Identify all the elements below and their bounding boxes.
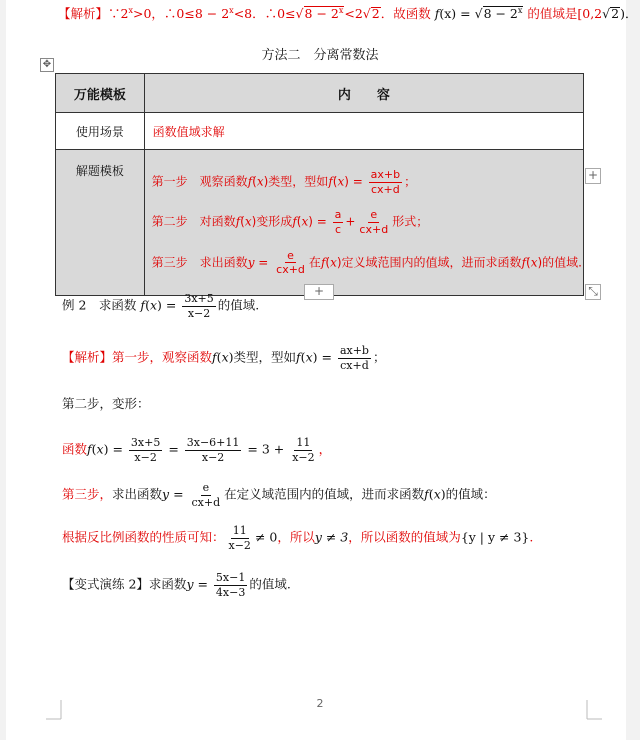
analysis-tag: 【解析】 bbox=[58, 6, 109, 22]
header-cell-template: 万能模板 bbox=[56, 74, 145, 113]
solution-line-top: 【解析】$\because 2^x>0$，∴0≤8 − $2^x<8$．∴0≤√8 − $2^x<2√2$．故函数 $f(x) = √8 - 2^x$ 的值域是[0,2√2)． bbox=[58, 6, 638, 22]
usage-label: 使用场景 bbox=[56, 113, 145, 150]
table-move-handle-icon[interactable]: ✥ bbox=[40, 58, 54, 72]
page-number: 2 bbox=[316, 697, 324, 710]
usage-content: 函数值域求解 bbox=[144, 113, 583, 150]
analysis-transform: 函数f(x) = $\frac{3x+5}{x-2}$ = $\frac{3x-6+11}{x-2}$ = 3 + $\frac{11}{x-2}$ ， bbox=[62, 436, 332, 464]
template-steps bbox=[144, 150, 583, 296]
variant-exercise: 【变式演练 2】求函数y = $\frac{5x-1}{4x-3}$ 的值域. bbox=[62, 571, 291, 599]
add-row-plus-icon[interactable]: + bbox=[304, 284, 334, 300]
analysis-step-1: 【解析】第一步，观察函数f(x)类型，型如f(x) = $\frac{ax+b}{cx+d}$ ； bbox=[62, 344, 386, 372]
table-header-row bbox=[56, 74, 584, 113]
analysis-step-2: 第二步，变形： bbox=[62, 396, 150, 411]
example-line: 例 2 求函数 f(x) = $\frac{3x+5}{x-2}$ 的值域. bbox=[62, 292, 260, 320]
template-label: 解题模板 bbox=[56, 150, 145, 296]
analysis-property: 根据反比例函数的性质可知： $\frac{11}{x-2}$ ≠ 0，所以y ≠ 3，所以函数的值域为{y | y ≠ 3}. bbox=[62, 524, 534, 552]
analysis-step-3: 第三步，求出函数y = $\frac{e}{cx+d}$ 在定义域范围内的值域，进而求函数f(x)的值域： bbox=[62, 481, 496, 509]
add-column-plus-icon[interactable]: + bbox=[585, 168, 601, 184]
template-step-1: 第一步 观察函数f(x)类型，型如f(x) = $\frac{ax+b}{cx+d}$ ； bbox=[151, 168, 417, 196]
header-cell-content: 内 容 bbox=[144, 74, 583, 113]
template-table bbox=[55, 73, 584, 296]
table-row-usage bbox=[56, 113, 584, 150]
table-row-template bbox=[56, 150, 584, 296]
table-resize-icon[interactable]: ⤡ bbox=[585, 284, 601, 300]
section-heading: 方法二 分离常数法 bbox=[261, 48, 379, 63]
template-step-2: 第二步 对函数f(x)变形成f(x) = $\frac{a}{c}$ + $\frac{e}{cx+d}$ 形式； bbox=[151, 208, 429, 236]
template-step-3: 第三步 求出函数y = $\frac{e}{cx+d}$ 在f(x)定义域范围内的值域，进而求函数f(x)的值域. bbox=[151, 248, 582, 277]
